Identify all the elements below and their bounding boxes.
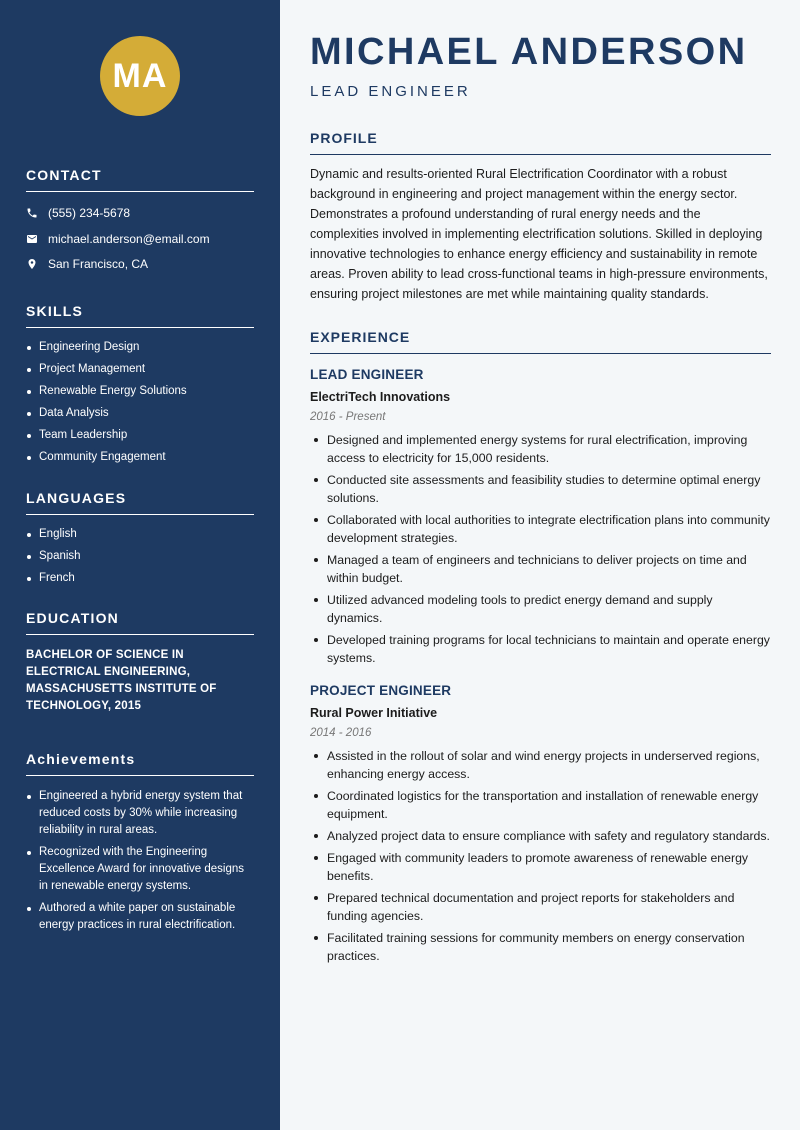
skills-section <box>26 303 254 465</box>
job-bullet: Designed and implemented energy systems for rural electrification, improving access to electricity for 15,000 residents. <box>310 431 771 467</box>
language-item: French <box>26 571 254 586</box>
job-dates: 2014 - 2016 <box>310 727 372 739</box>
job-bullets <box>310 747 771 965</box>
achievements-heading: Achievements <box>26 751 254 776</box>
job-title: PROJECT ENGINEER <box>310 683 452 698</box>
job-title: LEAD ENGINEER <box>310 367 424 382</box>
job-company: Rural Power Initiative <box>310 706 438 720</box>
achievements-section <box>26 751 254 934</box>
skill-item: Community Engagement <box>26 450 254 465</box>
avatar: MA <box>100 36 180 116</box>
languages-list <box>26 527 254 586</box>
job-bullet: Developed training programs for local technicians to maintain and operate energy systems. <box>310 631 771 667</box>
contact-location-text: San Francisco, CA <box>48 257 149 271</box>
candidate-name: MICHAEL ANDERSON <box>310 31 748 73</box>
achievement-item: Engineered a hybrid energy system that reduced costs by 30% while increasing reliability in rural areas. <box>26 788 254 839</box>
skills-list <box>26 340 254 465</box>
languages-heading: LANGUAGES <box>26 490 254 515</box>
achievement-item: Authored a white paper on sustainable energy practices in rural electrification. <box>26 900 254 934</box>
job-bullet: Assisted in the rollout of solar and wind energy projects in underserved regions, enhancing energy access. <box>310 747 771 783</box>
skill-item: Data Analysis <box>26 406 254 421</box>
languages-section <box>26 490 254 586</box>
experience-heading: EXPERIENCE <box>310 329 771 354</box>
job-bullet: Utilized advanced modeling tools to predict energy demand and supply dynamics. <box>310 591 771 627</box>
job-entry <box>310 683 771 965</box>
job-bullet: Prepared technical documentation and project reports for stakeholders and funding agencies. <box>310 889 771 925</box>
skill-item: Renewable Energy Solutions <box>26 384 254 399</box>
contact-section <box>26 167 254 273</box>
achievements-list <box>26 788 254 934</box>
job-bullet: Collaborated with local authorities to integrate electrification plans into community development strategies. <box>310 511 771 547</box>
language-item: Spanish <box>26 549 254 564</box>
achievement-item: Recognized with the Engineering Excellence Award for innovative designs in renewable energy systems. <box>26 844 254 895</box>
job-bullet: Managed a team of engineers and technicians to deliver projects on time and within budget. <box>310 551 771 587</box>
education-heading: EDUCATION <box>26 610 254 635</box>
job-dates: 2016 - Present <box>310 411 386 423</box>
language-item: English <box>26 527 254 542</box>
sidebar <box>0 0 280 1130</box>
skill-item: Engineering Design <box>26 340 254 355</box>
profile-summary: Dynamic and results-oriented Rural Electrification Coordinator with a robust background in engineering and project management within the energy sector. Demonstrates a profound understanding of rural energy needs and the complexities involved in implementing electrification solutions. Skilled in deploying innovative technologies to enhance energy efficiency and sustainability in remote areas. Proven ability to lead cross-functional teams in high-pressure environments, ensuring project milestones are met while maintaining quality standards. <box>310 167 768 301</box>
job-bullet: Conducted site assessments and feasibility studies to determine optimal energy solutions. <box>310 471 771 507</box>
skill-item: Project Management <box>26 362 254 377</box>
skills-heading: SKILLS <box>26 303 254 328</box>
contact-phone-text: (555) 234-5678 <box>48 206 131 220</box>
job-bullet: Engaged with community leaders to promote awareness of renewable energy benefits. <box>310 849 771 885</box>
job-bullets <box>310 431 771 667</box>
contact-email <box>26 230 254 248</box>
contact-location <box>26 255 254 273</box>
contact-heading: CONTACT <box>26 167 254 192</box>
location-pin-icon <box>26 258 38 270</box>
job-company: ElectriTech Innovations <box>310 390 451 404</box>
job-bullet: Facilitated training sessions for community members on energy conservation practices. <box>310 929 771 965</box>
skill-item: Team Leadership <box>26 428 254 443</box>
main-content <box>280 0 800 1130</box>
candidate-role: LEAD ENGINEER <box>310 83 471 100</box>
contact-email-text: michael.anderson@email.com <box>48 231 210 246</box>
job-bullet: Coordinated logistics for the transportation and installation of renewable energy equipment. <box>310 787 771 823</box>
job-entry <box>310 367 771 667</box>
phone-icon <box>26 207 38 219</box>
job-bullet: Analyzed project data to ensure compliance with safety and regulatory standards. <box>310 827 771 845</box>
contact-phone <box>26 204 254 222</box>
email-icon <box>26 233 38 245</box>
profile-heading: PROFILE <box>310 130 771 155</box>
education-degree: BACHELOR OF SCIENCE IN ELECTRICAL ENGINEERING, MASSACHUSETTS INSTITUTE OF TECHNOLOGY, 2015 <box>26 649 217 712</box>
education-section <box>26 610 254 715</box>
